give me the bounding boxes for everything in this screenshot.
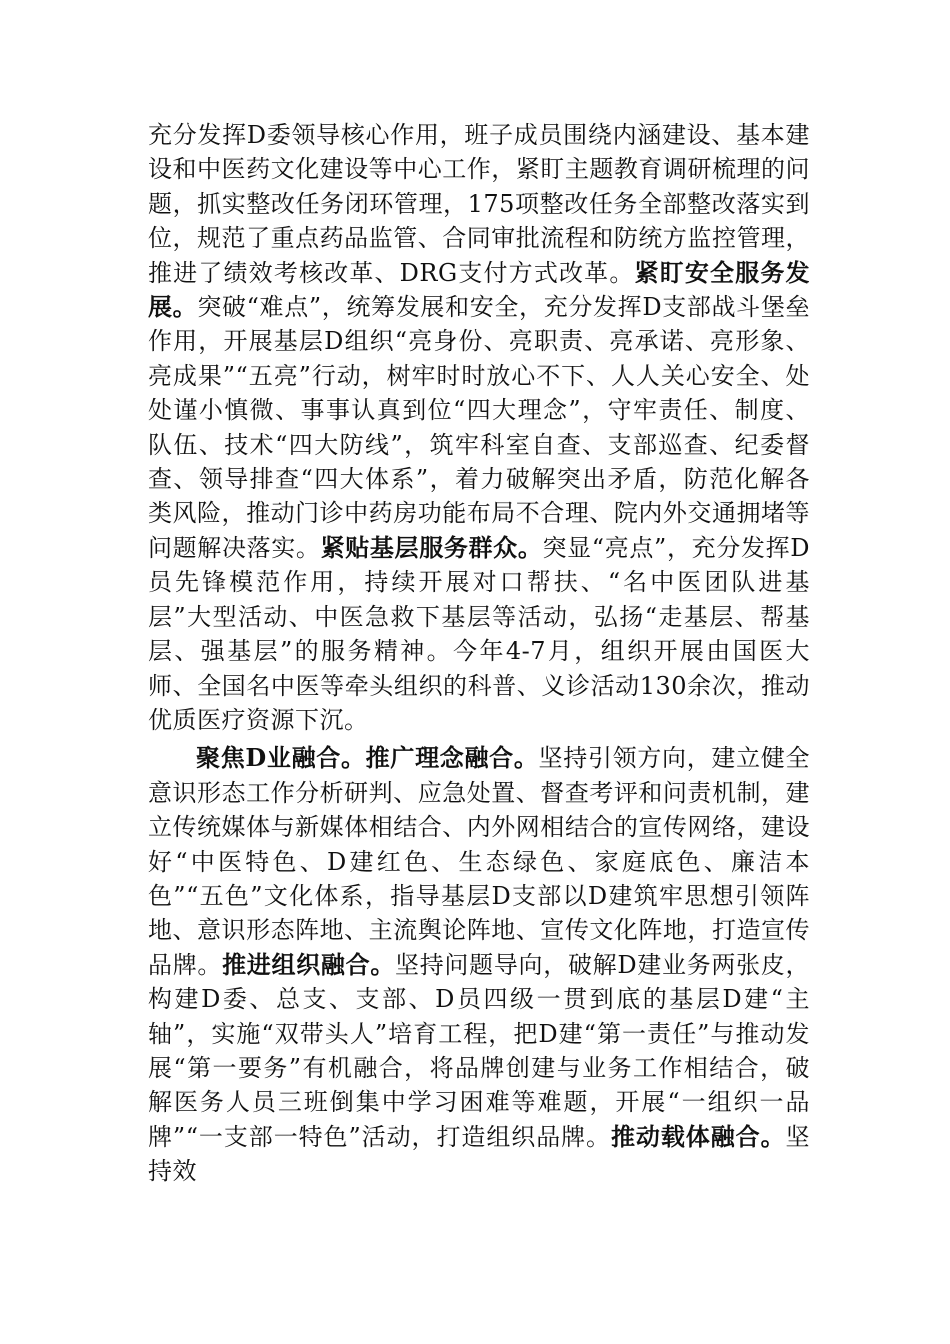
paragraph-1-sentence-2: 突破“难点”，统筹发展和安全，充分发挥D支部战斗堡垒作用，开展基层D组织“亮身份、亮职责、亮承诺、亮形象、亮成果”“五亮”行动，树牢时时放心不下、人人关心安全、处处谨小慎微、事事认真到位“四大理念”，守牢责任、制度、队伍、技术“四大防线”，筑牢科室自查、支部巡查、纪委督查、领导排查“四大体系”，着力破解突出矛盾，防范化解各类风险，推动门诊中药房功能布局不合理、院内外交通拥堵等问题解决落实。 xyxy=(148,293,810,562)
body-paragraph-2 xyxy=(148,741,810,1188)
paragraph-2-sentence-1: 坚持引领方向，建立健全意识形态工作分析研判、应急处置、督查考评和问责机制，建立传统媒体与新媒体相结合、内外网相结合的宣传网络，建设好“中医特色、D建红色、生态绿色、家庭底色、廉洁本色”“五色”文化体系，指导基层D支部以D建筑牢思想引领阵地、意识形态阵地、主流舆论阵地、宣传文化阵地，打造宣传品牌。 xyxy=(148,744,810,979)
paragraph-1-sentence-3: 突显“亮点”，充分发挥D员先锋模范作用，持续开展对口帮扶、“名中医团队进基层”大型活动、中医急救下基层等活动，弘扬“走基层、帮基层、强基层”的服务精神。今年4-7月，组织开展由国医大师、全国名中医等牵头组织的科普、义诊活动130余次，推动优质医疗资源下沉。 xyxy=(148,533,810,734)
body-paragraph-1 xyxy=(148,118,810,737)
paragraph-2-heading-1: 聚焦D业融合。推广理念融合。 xyxy=(196,743,539,773)
paragraph-1-sentence-1: 充分发挥D委领导核心作用，班子成员围绕内涵建设、基本建设和中医药文化建设等中心工作，紧盯主题教育调研梳理的问题，抓实整改任务闭环管理，175项整改任务全部整改落实到位，规范了重点药品监管、合同审批流程和防统方监控管理，推进了绩效考核改革、DRG支付方式改革。 xyxy=(148,121,810,287)
paragraph-1-heading-3: 紧贴基层服务群众。 xyxy=(320,532,543,562)
paragraph-2-heading-2: 推进组织融合。 xyxy=(222,949,396,979)
paragraph-1-heading-2: 紧盯安全服务发展。 xyxy=(148,257,811,322)
paragraph-2-sentence-3: 坚持效 xyxy=(148,1122,810,1186)
document-body xyxy=(148,118,810,1189)
paragraph-2-sentence-2: 坚持问题导向，破解D建业务两张皮，构建D委、总支、支部、D员四级一贯到底的基层D建“主轴”，实施“双带头人”培育工程，把D建“第一责任”与推动发展“第一要务”有机融合，将品牌创建与业务工作相结合，破解医务人员三班倒集中学习困难等难题，开展“一组织一品牌”“一支部一特色”活动，打造组织品牌。 xyxy=(148,950,811,1151)
paragraph-2-heading-3: 推动载体融合。 xyxy=(610,1121,786,1151)
